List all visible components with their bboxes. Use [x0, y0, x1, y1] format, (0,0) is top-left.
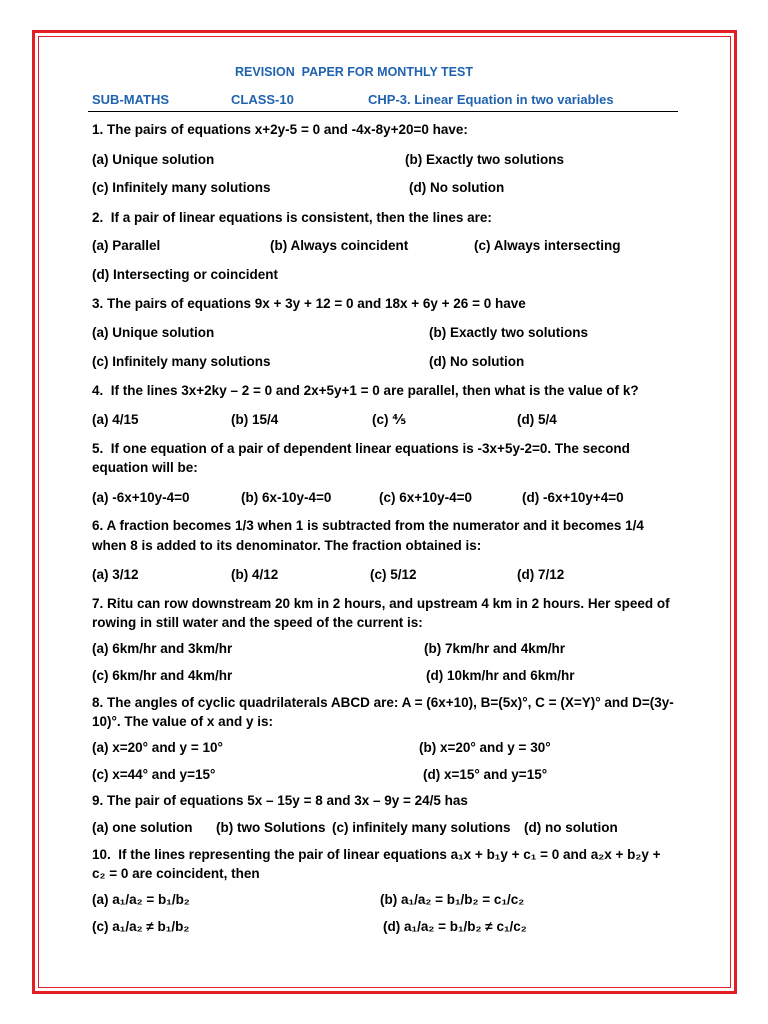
option-c: (c) Always intersecting — [474, 238, 621, 253]
chapter-label: CHP-3. Linear Equation in two variables — [368, 92, 614, 107]
option-d: (d) Intersecting or coincident — [92, 267, 279, 282]
option-a: (a) one solution — [92, 820, 193, 835]
option-b: (b) 15/4 — [231, 412, 279, 427]
paper-title: REVISION PAPER FOR MONTHLY TEST — [235, 65, 473, 79]
option-d: (d) 10km/hr and 6km/hr — [426, 668, 575, 683]
option-b: (b) a₁/a₂ = b₁/b₂ = c₁/c₂ — [380, 892, 525, 907]
option-a: (a) 6km/hr and 3km/hr — [92, 641, 233, 656]
option-c: (c) ⅘ — [372, 412, 407, 427]
subject-label: SUB-MATHS — [92, 92, 170, 107]
option-b: (b) 4/12 — [231, 567, 279, 582]
question-text-continued: rowing in still water and the speed of the current is: — [92, 615, 423, 630]
option-d: (d) No solution — [409, 180, 505, 195]
class-label: CLASS-10 — [231, 92, 294, 107]
option-b: (b) Exactly two solutions — [405, 152, 565, 167]
option-a: (a) 3/12 — [92, 567, 139, 582]
question-text: 2. If a pair of linear equations is consistent, then the lines are: — [92, 210, 492, 225]
question-text-continued: equation will be: — [92, 460, 198, 475]
question-text: 1. The pairs of equations x+2y-5 = 0 and -4x-8y+20=0 have: — [92, 122, 468, 137]
option-c: (c) infinitely many solutions — [332, 820, 511, 835]
option-b: (b) two Solutions — [216, 820, 326, 835]
question-text-continued: 10)°. The value of x and y is: — [92, 714, 273, 729]
option-c: (c) a₁/a₂ ≠ b₁/b₂ — [92, 919, 190, 934]
option-d: (d) no solution — [524, 820, 618, 835]
option-c: (c) 6km/hr and 4km/hr — [92, 668, 233, 683]
option-d: (d) x=15° and y=15° — [423, 767, 548, 782]
option-c: (c) Infinitely many solutions — [92, 354, 271, 369]
option-a: (a) Parallel — [92, 238, 161, 253]
option-b: (b) 7km/hr and 4km/hr — [424, 641, 566, 656]
page-border-inner — [38, 36, 731, 988]
question-text: 6. A fraction becomes 1/3 when 1 is subtracted from the numerator and it becomes 1/4 — [92, 518, 644, 533]
option-d: (d) 7/12 — [517, 567, 565, 582]
option-b: (b) 6x-10y-4=0 — [241, 490, 332, 505]
option-c: (c) 5/12 — [370, 567, 417, 582]
question-text: 10. If the lines representing the pair of linear equations a₁x + b₁y + c₁ = 0 and a₂x + b₂y + — [92, 847, 661, 862]
option-c: (c) x=44° and y=15° — [92, 767, 216, 782]
option-a: (a) a₁/a₂ = b₁/b₂ — [92, 892, 190, 907]
option-b: (b) Exactly two solutions — [429, 325, 589, 340]
option-b: (b) Always coincident — [270, 238, 409, 253]
header-divider — [88, 111, 678, 112]
option-d: (d) a₁/a₂ = b₁/b₂ ≠ c₁/c₂ — [383, 919, 527, 934]
question-text: 5. If one equation of a pair of dependent linear equations is -3x+5y-2=0. The second — [92, 441, 630, 456]
option-a: (a) x=20° and y = 10° — [92, 740, 223, 755]
option-d: (d) 5/4 — [517, 412, 557, 427]
option-b: (b) x=20° and y = 30° — [419, 740, 551, 755]
option-a: (a) 4/15 — [92, 412, 139, 427]
question-text: 4. If the lines 3x+2ky – 2 = 0 and 2x+5y+1 = 0 are parallel, then what is the value of k? — [92, 383, 639, 398]
question-text-continued: when 8 is added to its denominator. The fraction obtained is: — [92, 538, 482, 553]
option-a: (a) Unique solution — [92, 325, 215, 340]
option-a: (a) -6x+10y-4=0 — [92, 490, 190, 505]
option-a: (a) Unique solution — [92, 152, 215, 167]
question-text: 8. The angles of cyclic quadrilaterals ABCD are: A = (6x+10), B=(5x)°, C = (X=Y)° and D=(3y- — [92, 695, 674, 710]
question-text-continued: c₂ = 0 are coincident, then — [92, 866, 260, 881]
option-c: (c) 6x+10y-4=0 — [379, 490, 473, 505]
question-text: 9. The pair of equations 5x – 15y = 8 and 3x – 9y = 24/5 has — [92, 793, 468, 808]
option-d: (d) -6x+10y+4=0 — [522, 490, 624, 505]
option-d: (d) No solution — [429, 354, 525, 369]
question-text: 3. The pairs of equations 9x + 3y + 12 = 0 and 18x + 6y + 26 = 0 have — [92, 296, 526, 311]
option-c: (c) Infinitely many solutions — [92, 180, 271, 195]
question-text: 7. Ritu can row downstream 20 km in 2 hours, and upstream 4 km in 2 hours. Her speed of — [92, 596, 670, 611]
